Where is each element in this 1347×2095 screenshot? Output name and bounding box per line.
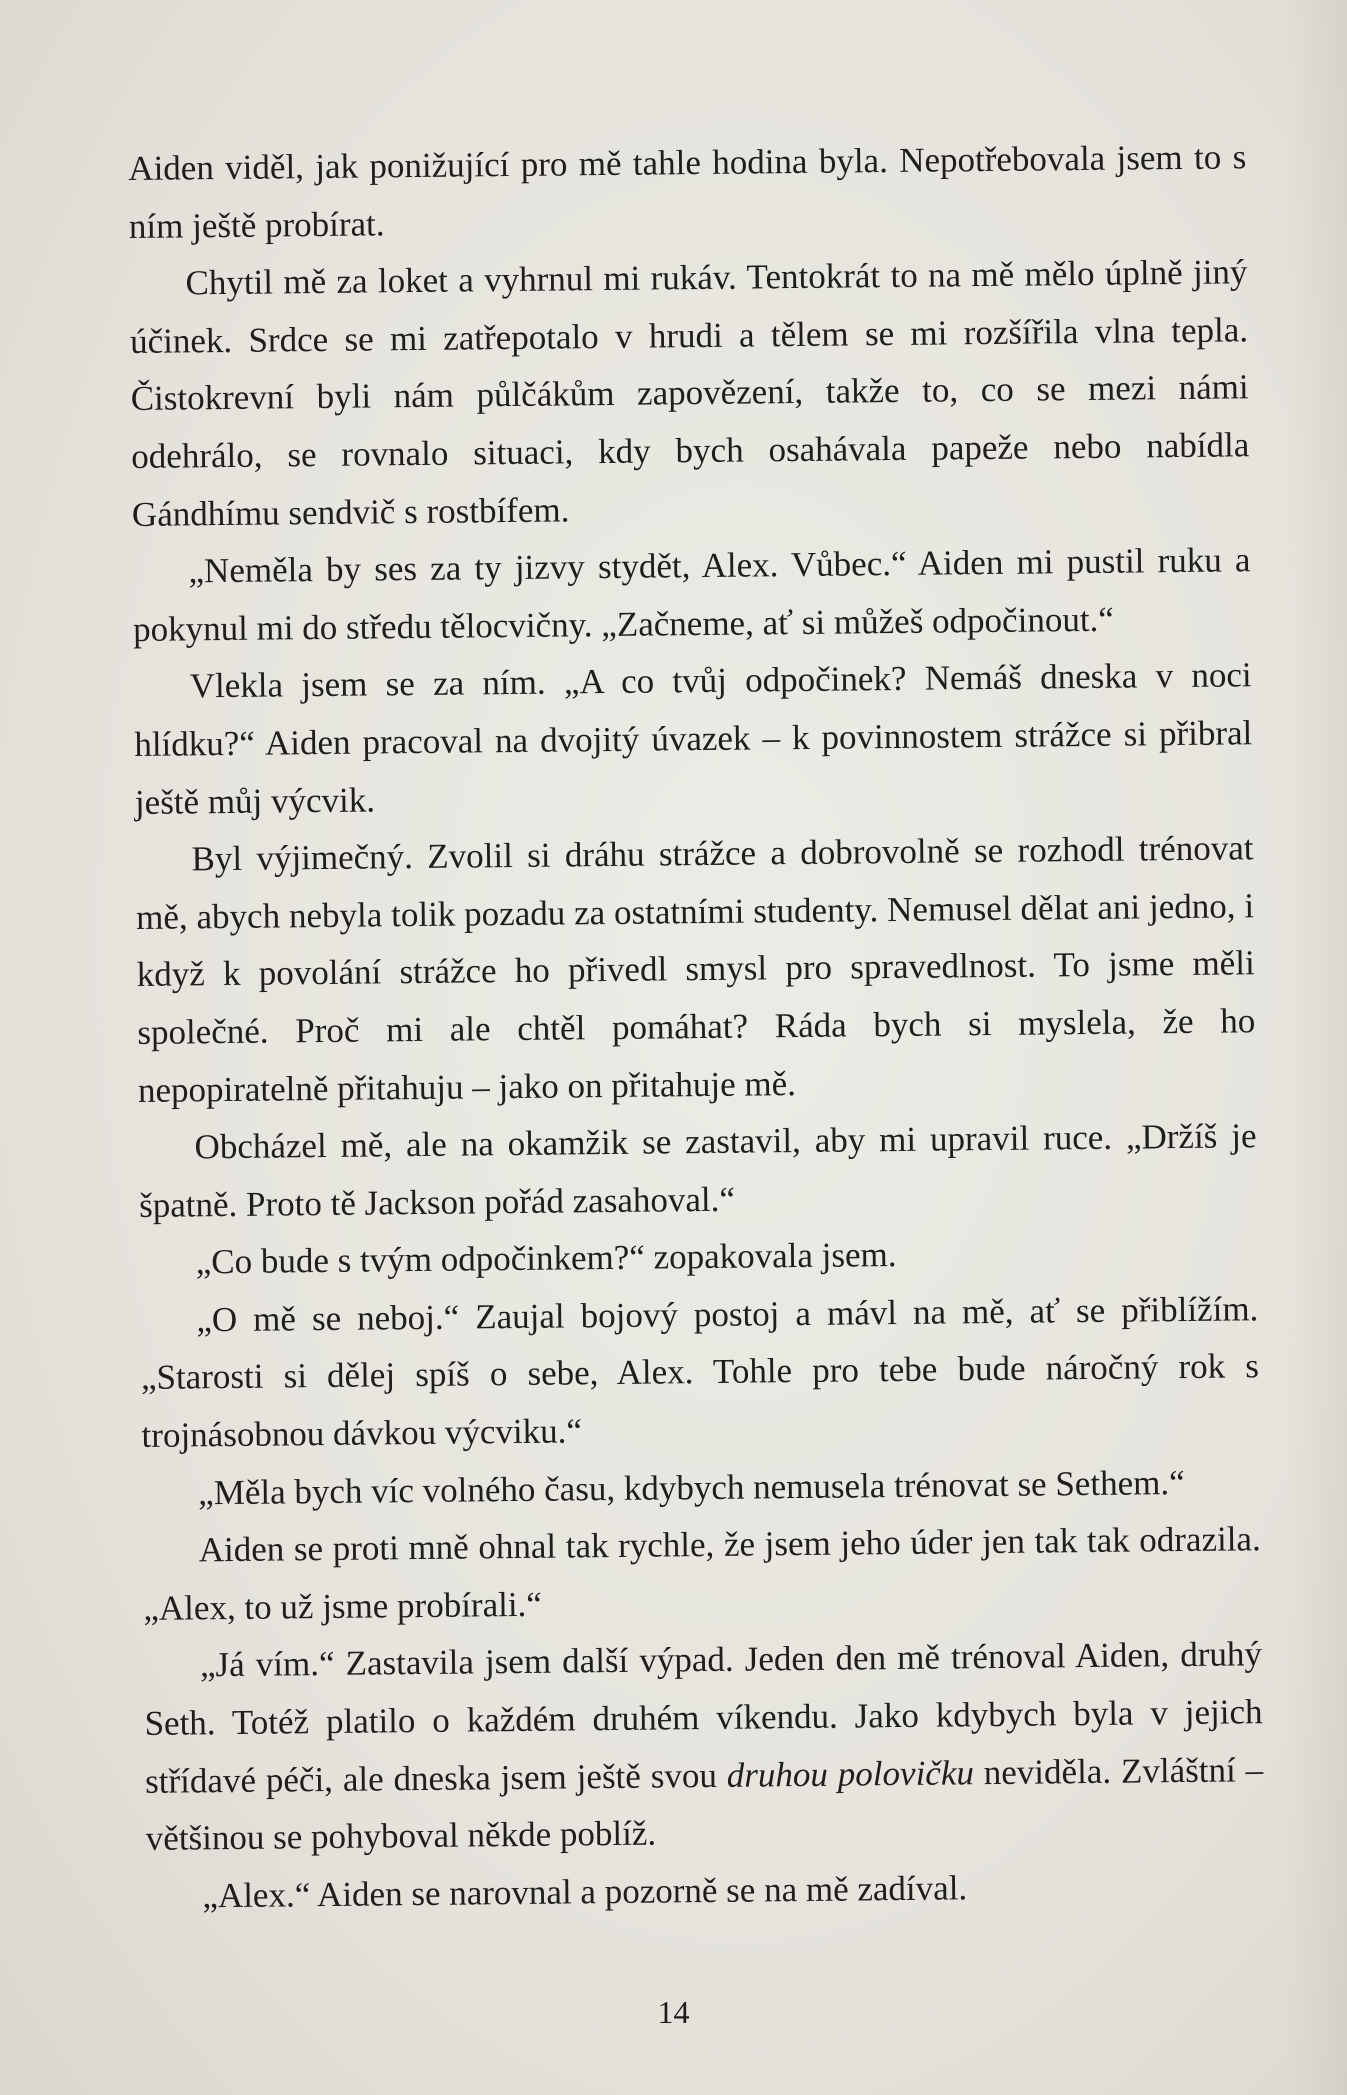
paragraph: Obcházel mě, ale na okamžik se zastavil, aby mi upravil ruce. „Držíš je špatně. Proto tě Jackson pořád zasahoval.“: [138, 1116, 1257, 1225]
page-number: 14: [657, 1994, 690, 2030]
paragraph: „Neměla by ses za ty jizvy stydět, Alex. Vůbec.“ Aiden mi pustil ruku a pokynul mi do středu tělocvičny. „Začneme, ať si můžeš odpočinout.“: [132, 540, 1251, 649]
paragraph-text: „Já vím.“ Zastavila jsem další výpad. Jeden den mě trénoval Aiden, druhý Seth. Totéž platilo o každém druhém víkendu. Jako kdybych byla v jejich střídavé péči, ale dneska jsem ještě svou: [144, 1634, 1263, 1801]
body-text: [128, 128, 1265, 1925]
paragraph-with-emphasis: [144, 1626, 1264, 1868]
paragraph: „Co bude s tvým odpočinkem?“ zopakovala jsem.: [195, 1235, 897, 1282]
emphasized-text: druhou polovičku: [726, 1752, 975, 1795]
paragraph: Byl výjimečný. Zvolil si dráhu strážce a dobrovolně se rozhodl trénovat mě, abych nebyla tolik pozadu za ostatními studenty. Nemusel dělat ani jedno, i když k povolání strážce ho přivedl smysl pro spravedlnost. To jsme měli společné. Proč mi ale chtěl pomáhat? Ráda bych si myslela, že ho nepopiratelně přitahuju – jako on přitahuje mě.: [135, 828, 1256, 1110]
paragraph: „Měla bych víc volného času, kdybych nemusela trénovat se Sethem.“: [197, 1462, 1185, 1512]
paragraph: Vlekla jsem se za ním. „A co tvůj odpočinek? Nemáš dneska v noci hlídku?“ Aiden pracoval na dvojitý úvazek – k povinnostem strážce si přibral ještě můj výcvik.: [134, 655, 1253, 822]
paragraph-text: neviděla. Zvláštní – většinou se pohyboval někde poblíž.: [145, 1749, 1264, 1859]
paragraph: Aiden se proti mně ohnal tak rychle, že jsem jeho úder jen tak tak odrazila. „Alex, to už jsme probírali.“: [143, 1519, 1261, 1628]
paragraph: „Alex.“ Aiden se narovnal a pozorně se na mě zadíval.: [202, 1868, 968, 1916]
paragraph: Aiden viděl, jak ponižující pro mě tahle hodina byla. Nepotřebovala jsem to s ním ještě probírat.: [128, 137, 1247, 246]
paragraph: „O mě se neboj.“ Zaujal bojový postoj a mávl na mě, ať se přiblížím. „Starosti si dělej spíš o sebe, Alex. Tohle pro tebe bude náročný rok s trojnásobnou dávkou výcviku.“: [140, 1289, 1260, 1455]
paragraph: Chytil mě za loket a vyhrnul mi rukáv. Tentokrát to na mě mělo úplně jiný účinek. Srdce se mi zatřepotalo v hrudi a tělem se mi rozšířila vlna tepla. Čistokrevní byli nám půlčákům zapovězení, takže to, co se mezi námi odehrálo, se rovnalo situaci, kdy bych osahávala papeže nebo nabídla Gándhímu sendvič s rostbífem.: [129, 252, 1250, 534]
